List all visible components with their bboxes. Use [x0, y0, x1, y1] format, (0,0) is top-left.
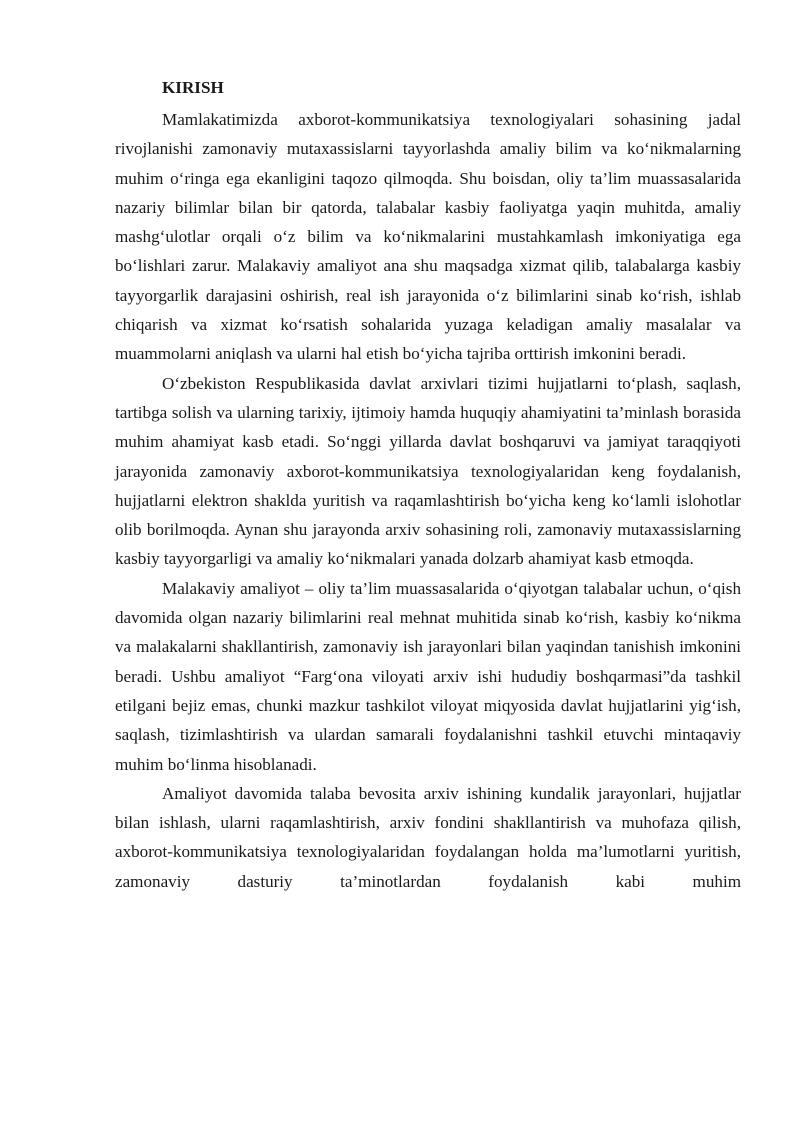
paragraph-3: Malakaviy amaliyot – oliy ta’lim muassasalarida o‘qiyotgan talabalar uchun, o‘qish davomida olgan nazariy bilimlarini real mehnat muhitida sinab ko‘rish, kasbiy ko‘nikma va malakalarni shakllantirish, zamonaviy ish jarayonlari bilan yaqindan tanishish imkonini beradi. Ushbu amaliyot “Farg‘ona viloyati arxiv ishi hududiy boshqarmasi”da tashkil etilgani bejiz emas, chunki mazkur tashkilot viloyat miqyosida davlat hujjatlarini yig‘ish, saqlash, tizimlashtirish va ulardan samarali foydalanishni tashkil etuvchi mintaqaviy muhim bo‘linma hisoblanadi.	[115, 578, 741, 774]
paragraph-4: Amaliyot davomida talaba bevosita arxiv ishining kundalik jarayonlari, hujjatlar bilan ishlash, ularni raqamlashtirish, arxiv fondini shakllantirish va muhofaza qilish, axborot-kommunikatsiya texnologiyalaridan foydalangan holda ma’lumotlarni yuritish, zamonaviy dasturiy ta’minotlardan foydalanish kabi muhim	[115, 783, 741, 891]
paragraph-1: Mamlakatimizda axborot-kommunikatsiya texnologiyalari sohasining jadal rivojlanishi zamonaviy mutaxassislarni tayyorlashda amaliy bilim va ko‘nikmalarning muhim o‘ringa ega ekanligini taqozo qilmoqda. Shu boisdan, oliy ta’lim muassasalarida nazariy bilimlar bilan bir qatorda, talabalar kasbiy faoliyatga yaqin muhitda, amaliy mashg‘ulotlar orqali o‘z bilim va ko‘nikmalarini mustahkamlash imkoniyatiga ega bo‘lishlari zarur. Malakaviy amaliyot ana shu maqsadga xizmat qilib, talabalarga kasbiy tayyorgarlik darajasini oshirish, real ish jarayonida o‘z bilimlarini sinab ko‘rish, ishlab chiqarish va xizmat ko‘rsatish sohalarida yuzaga keladigan amaliy masalalar va muammolarni aniqlash va ularni hal etish bo‘yicha tajriba orttirish imkonini beradi.	[115, 110, 741, 364]
document-page	[115, 70, 741, 896]
section-heading: KIRISH	[162, 78, 224, 97]
paragraph-2: O‘zbekiston Respublikasida davlat arxivlari tizimi hujjatlarni to‘plash, saqlash, tartibga solish va ularning tarixiy, ijtimoiy hamda huquqiy ahamiyatini ta’minlash borasida muhim ahamiyat kasb etadi. So‘nggi yillarda davlat boshqaruvi va jamiyat taraqqiyoti jarayonida zamonaviy axborot-kommunikatsiya texnologiyalaridan keng foydalanish, hujjatlarni elektron shaklda yuritish va raqamlashtirish bo‘yicha keng ko‘lamli islohotlar olib borilmoqda. Aynan shu jarayonda arxiv sohasining roli, zamonaviy mutaxassislarning kasbiy tayyorgarligi va amaliy ko‘nikmalari yanada dolzarb ahamiyat kasb etmoqda.	[115, 373, 741, 569]
